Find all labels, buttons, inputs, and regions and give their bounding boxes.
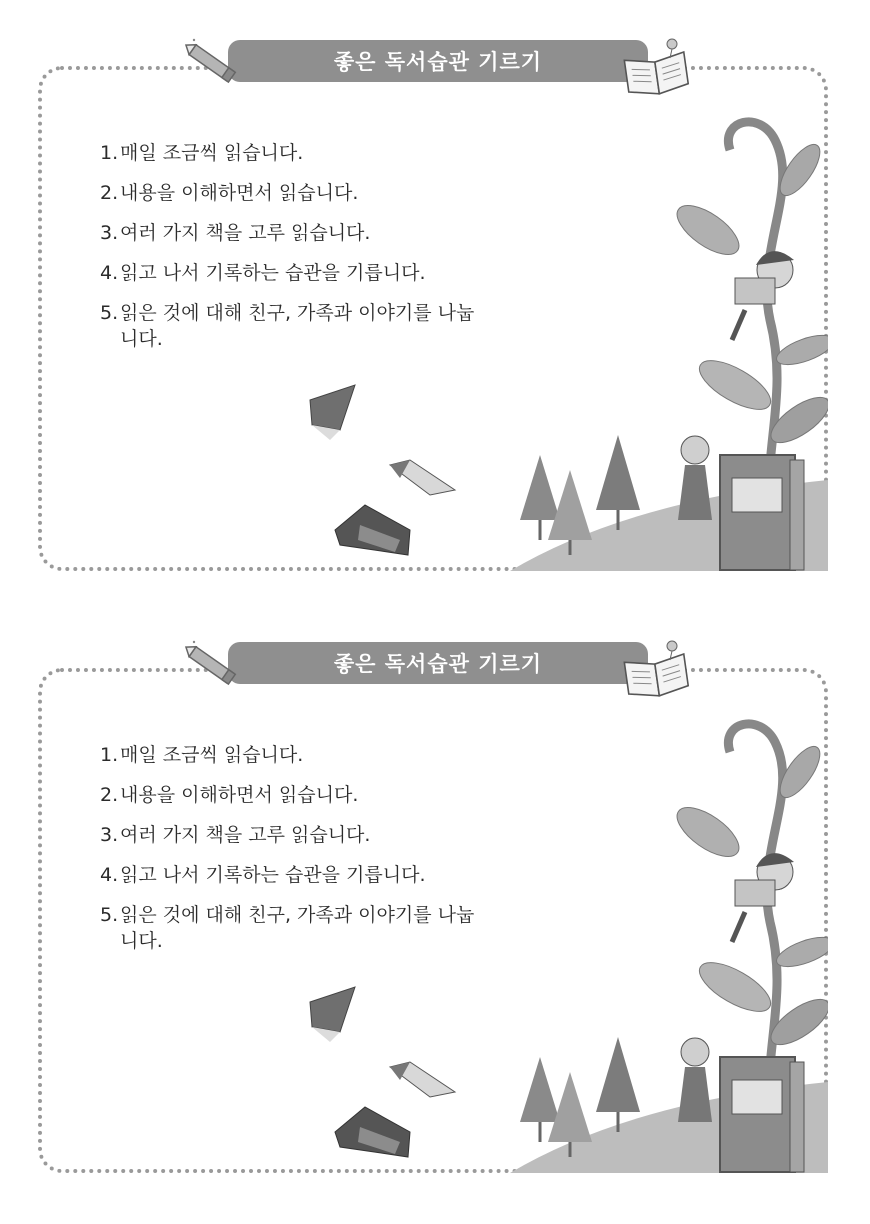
list-item: 5. 읽은 것에 대해 친구, 가족과 이야기를 나눕니다. [100,904,475,952]
reading-tips-list [100,742,480,968]
list-item: 2. 내용을 이해하면서 읽습니다. [100,784,359,806]
list-item: 1. 매일 조금씩 읽습니다. [100,142,304,164]
list-item: 5. 읽은 것에 대해 친구, 가족과 이야기를 나눕니다. [100,302,475,350]
card-title: 좋은 독서습관 기르기 [228,642,648,684]
list-item: 2. 내용을 이해하면서 읽습니다. [100,182,359,204]
book-icon [310,385,355,440]
pencil-icon [180,638,246,694]
reading-habits-card-2 [0,632,870,1192]
book-icon [310,987,355,1042]
list-item: 4. 읽고 나서 기록하는 습관을 기릅니다. [100,262,426,284]
list-item: 1. 매일 조금씩 읽습니다. [100,744,304,766]
book-icon [335,505,410,555]
book-icon [335,1107,410,1157]
tree-icon [596,435,640,530]
tree-icon [596,1037,640,1132]
open-book-icon [620,34,692,98]
reading-tips-list [100,140,480,366]
book-icon [390,1062,455,1097]
list-item: 3. 여러 가지 책을 고루 읽습니다. [100,222,371,244]
pencil-icon [180,36,246,92]
list-item: 4. 읽고 나서 기록하는 습관을 기릅니다. [100,864,426,886]
reading-habits-card-1 [0,30,870,590]
book-icon [390,460,455,495]
list-item: 3. 여러 가지 책을 고루 읽습니다. [100,824,371,846]
open-book-icon [620,636,692,700]
card-title: 좋은 독서습관 기르기 [228,40,648,82]
